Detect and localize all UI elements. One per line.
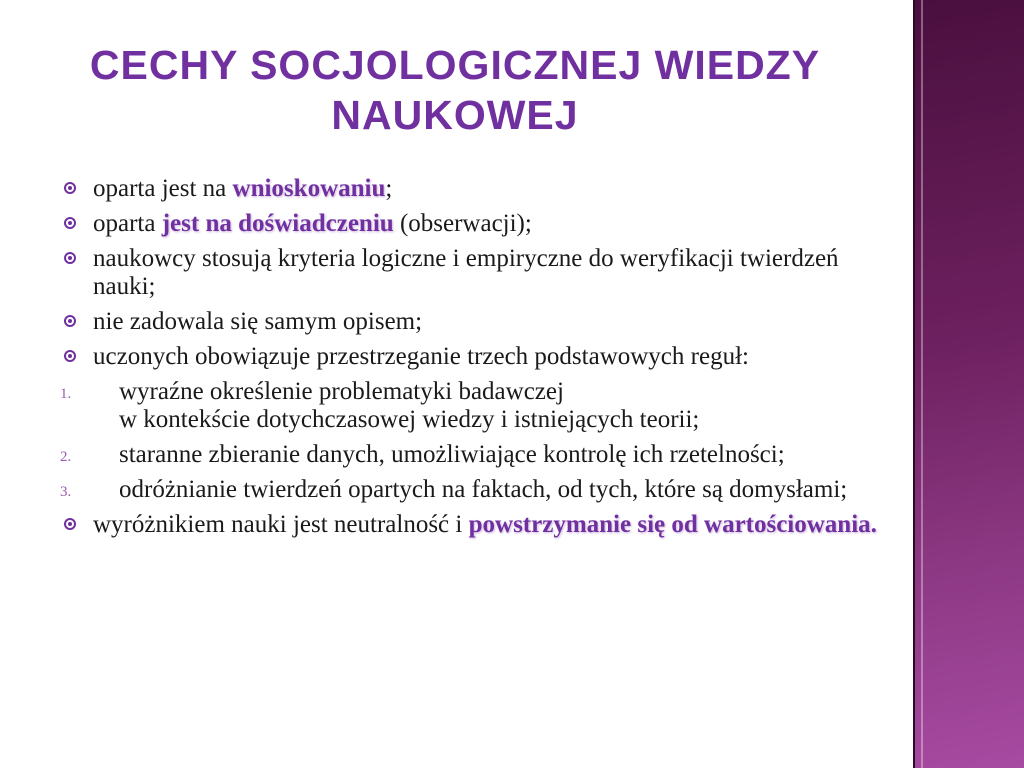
list-item — [58, 245, 878, 301]
item-text: odróżnianie twierdzeń opartych na faktach, od tych, które są domysłami; — [119, 476, 848, 503]
numbered-item — [58, 476, 878, 504]
title-line-1: CECHY SOCJOLOGICZNEJ WIEDZY — [89, 42, 821, 88]
item-text: w kontekście dotychczasowej wiedzy i istniejących teorii; — [119, 406, 700, 433]
item-text: (obserwacji); — [393, 210, 532, 237]
item-number: 1. — [60, 386, 72, 402]
item-text: uczonych obowiązuje przestrzeganie trzech podstawowych reguł: — [93, 343, 749, 370]
item-number: 3. — [60, 484, 72, 500]
item-text: wyróżnikiem nauki jest neutralność i — [93, 511, 469, 538]
list-item — [58, 175, 878, 203]
item-text: ; — [385, 175, 393, 202]
list-item — [58, 511, 878, 539]
circle-bullet-icon — [64, 350, 76, 362]
circle-bullet-icon — [64, 518, 76, 530]
item-number: 2. — [60, 449, 72, 465]
list-item — [58, 343, 878, 371]
slide-title — [40, 40, 870, 140]
list-item — [58, 308, 878, 336]
item-text: wyraźne określenie problematyki badawczej — [119, 378, 564, 405]
numbered-item — [58, 441, 878, 469]
circle-bullet-icon — [64, 315, 76, 327]
circle-bullet-icon — [64, 252, 76, 264]
item-text: oparta jest na — [93, 175, 233, 202]
item-text: naukowcy stosują kryteria logiczne i empiryczne do weryfikacji twierdzeń nauki; — [93, 245, 839, 300]
circle-bullet-icon — [64, 217, 76, 229]
highlight-text: jest na doświadczeniu — [161, 210, 394, 237]
decorative-sidebar — [913, 0, 1024, 768]
circle-bullet-icon — [64, 182, 76, 194]
item-text: staranne zbieranie danych, umożliwiające kontrolę ich rzetelności; — [119, 441, 785, 468]
numbered-item — [58, 378, 878, 434]
highlight-text: powstrzymanie się od wartościowania. — [468, 511, 877, 538]
highlight-text: wnioskowaniu — [232, 175, 386, 202]
list-item — [58, 210, 878, 238]
bullet-list — [58, 175, 878, 546]
item-text: nie zadowala się samym opisem; — [93, 308, 423, 335]
item-text: oparta — [93, 210, 162, 237]
title-line-2: NAUKOWEJ — [331, 92, 579, 138]
